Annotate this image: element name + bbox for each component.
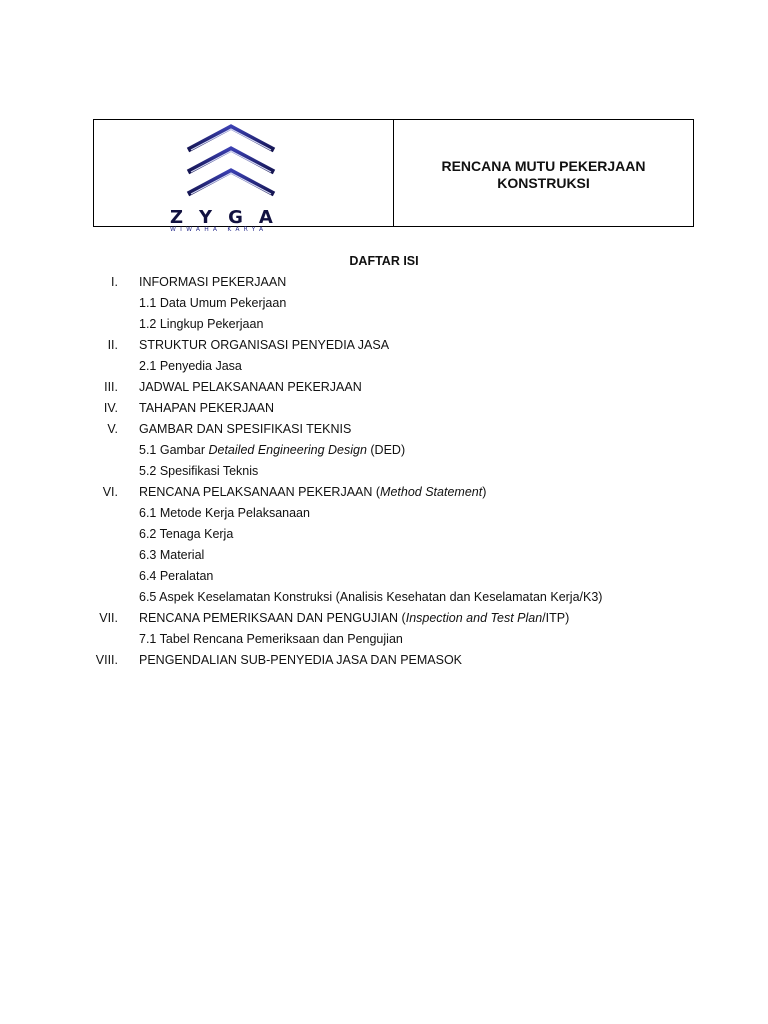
toc-item bbox=[0, 587, 768, 608]
toc-item-text-italic: Detailed Engineering Design bbox=[208, 443, 367, 457]
toc-item-number: I. bbox=[111, 275, 118, 289]
toc-item-text-pre: RENCANA PELAKSANAAN PEKERJAAN ( bbox=[139, 485, 381, 499]
toc-item bbox=[0, 356, 768, 377]
toc-item-text: 6.1 Metode Kerja Pelaksanaan bbox=[139, 506, 310, 520]
toc-item-text-italic: Inspection and Test Plan bbox=[405, 611, 543, 625]
toc-item-number: VIII. bbox=[95, 653, 118, 667]
toc-item bbox=[0, 440, 768, 461]
document-header-table bbox=[93, 119, 694, 233]
toc-item-text-pre: RENCANA PEMERIKSAAN DAN PENGUJIAN ( bbox=[139, 611, 406, 625]
toc-item-number: III. bbox=[104, 380, 118, 394]
toc-item-text-pre: 5.1 Gambar bbox=[139, 443, 209, 457]
toc-item-text: 1.2 Lingkup Pekerjaan bbox=[139, 317, 264, 331]
toc-item-text: GAMBAR DAN SPESIFIKASI TEKNIS bbox=[139, 422, 352, 436]
toc-item bbox=[0, 377, 768, 398]
toc-item-number: V. bbox=[107, 422, 118, 436]
document-title bbox=[394, 120, 693, 226]
toc-item-text: 5.2 Spesifikasi Teknis bbox=[139, 464, 259, 478]
toc-item-text: STRUKTUR ORGANISASI PENYEDIA JASA bbox=[139, 338, 390, 352]
toc-heading: DAFTAR ISI bbox=[349, 254, 419, 268]
title-line-1: RENCANA MUTU PEKERJAAN bbox=[441, 158, 646, 174]
toc-item-text: INFORMASI PEKERJAAN bbox=[139, 275, 287, 289]
toc-item bbox=[0, 335, 768, 356]
toc-item bbox=[0, 293, 768, 314]
toc-item bbox=[0, 524, 768, 545]
toc-item bbox=[0, 419, 768, 440]
toc-item bbox=[0, 482, 768, 503]
toc-item bbox=[0, 608, 768, 629]
toc-item-number: VI. bbox=[102, 485, 118, 499]
logo-tagline: WIWAHA KARYA bbox=[170, 226, 268, 233]
toc-item-text: PENGENDALIAN SUB-PENYEDIA JASA DAN PEMASOK bbox=[139, 653, 463, 667]
toc-item-text-post: ) bbox=[482, 485, 487, 499]
toc-item-text: 6.3 Material bbox=[139, 548, 205, 562]
toc-item-text: 2.1 Penyedia Jasa bbox=[139, 359, 242, 373]
company-logo bbox=[94, 120, 394, 233]
toc-item-text bbox=[139, 608, 569, 629]
toc-item bbox=[0, 314, 768, 335]
toc-item bbox=[0, 650, 768, 671]
toc-item-text bbox=[139, 482, 486, 503]
toc-item bbox=[0, 461, 768, 482]
toc-item-text: JADWAL PELAKSANAAN PEKERJAAN bbox=[139, 380, 362, 394]
toc-item bbox=[0, 545, 768, 566]
toc-item-text bbox=[139, 440, 405, 461]
toc-item bbox=[0, 629, 768, 650]
logo-cell bbox=[94, 120, 394, 233]
logo-wordmark: ZYGA bbox=[170, 207, 289, 228]
toc-item-text: 6.2 Tenaga Kerja bbox=[139, 527, 234, 541]
toc-item-text-post: /ITP) bbox=[542, 611, 570, 625]
toc-item-number: II. bbox=[107, 338, 118, 352]
title-line-2: KONSTRUKSI bbox=[497, 175, 590, 191]
toc-item bbox=[0, 398, 768, 419]
table-of-contents bbox=[0, 272, 768, 671]
toc-item-text: 6.4 Peralatan bbox=[139, 569, 214, 583]
toc-item-number: IV. bbox=[103, 401, 118, 415]
toc-item-text: 7.1 Tabel Rencana Pemeriksaan dan Pengujian bbox=[139, 632, 403, 646]
toc-item-text: TAHAPAN PEKERJAAN bbox=[139, 401, 274, 415]
toc-item-text: 6.5 Aspek Keselamatan Konstruksi (Analisis Kesehatan dan Keselamatan Kerja/K3) bbox=[139, 590, 603, 604]
toc-item bbox=[0, 566, 768, 587]
toc-item-text-italic: Method Statement bbox=[380, 485, 483, 499]
toc-item-text-post: (DED) bbox=[366, 443, 406, 457]
toc-item-number: VII. bbox=[99, 611, 118, 625]
toc-item bbox=[0, 503, 768, 524]
toc-item-text: 1.1 Data Umum Pekerjaan bbox=[139, 296, 287, 310]
toc-item bbox=[0, 272, 768, 293]
